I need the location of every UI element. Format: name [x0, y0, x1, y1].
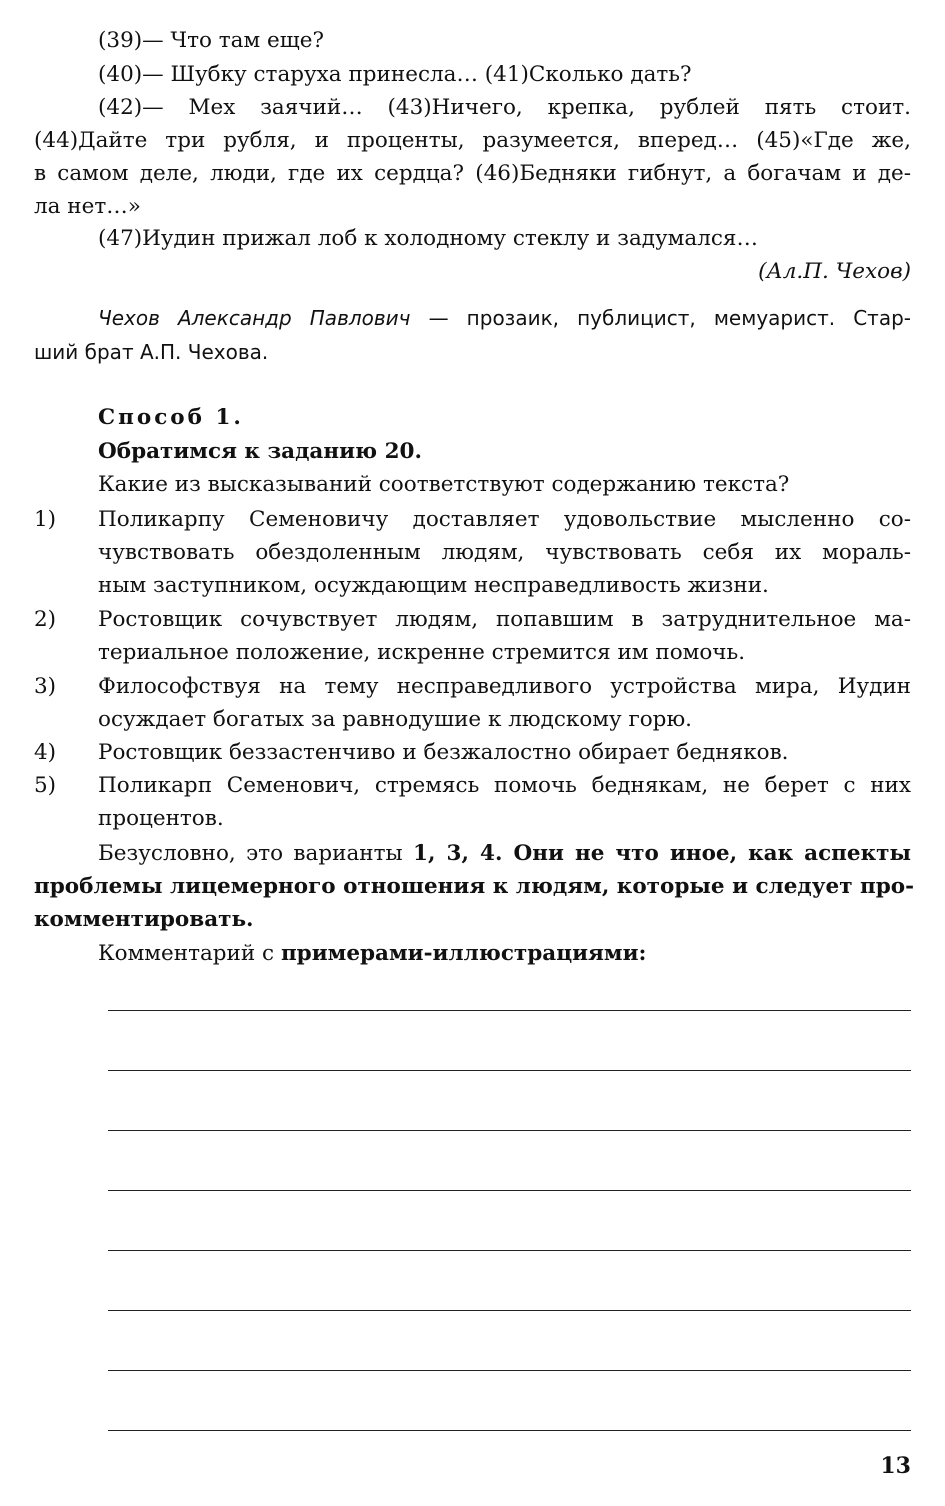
answer-writing-line[interactable] — [108, 1370, 911, 1371]
option-3-line: Философствуя на тему несправедливого устройства мира, Иудин — [98, 674, 911, 699]
answer-writing-line[interactable] — [108, 1010, 911, 1011]
dialogue-line-40: (40)— Шубку старуха принесла… (41)Сколько дать? — [98, 62, 692, 87]
answer-prefix: Безусловно, это варианты — [98, 841, 414, 866]
author-bio-line2: ший брат А.П. Чехова. — [34, 340, 269, 364]
answer-writing-line[interactable] — [108, 1430, 911, 1431]
comment-prompt-bold: примерами-иллюстрациями: — [280, 941, 647, 966]
answer-line-1 — [98, 837, 911, 870]
answer-writing-line[interactable] — [108, 1070, 911, 1071]
answer-numbers: 1, 3, 4. — [413, 841, 503, 866]
answer-writing-line[interactable] — [108, 1310, 911, 1311]
option-1-line: чувствовать обездоленным людям, чувствовать себя их мораль- — [98, 540, 911, 565]
author-name: Чехов Александр Павлович — [98, 306, 411, 330]
option-5-line: процентов. — [98, 806, 224, 831]
answer-writing-line[interactable] — [108, 1250, 911, 1251]
dialogue-line-end: ла нет…» — [34, 194, 141, 219]
answer-bold-text: Они не что иное, как аспекты — [502, 841, 911, 866]
dialogue-line-46: в самом деле, люди, где их сердца? (46)Бедняки гибнут, а богачам и де- — [34, 161, 911, 186]
dialogue-line-44: (44)Дайте три рубля, и проценты, разумеется, вперед… (45)«Где же, — [34, 128, 911, 153]
author-bio-text: — прозаик, публицист, мемуарист. Стар- — [410, 306, 911, 330]
option-2-line: Ростовщик сочувствует людям, попавшим в затруднительное ма- — [98, 607, 911, 632]
option-4-line: Ростовщик беззастенчиво и безжалостно обирает бедняков. — [98, 740, 789, 765]
answer-writing-line[interactable] — [108, 1130, 911, 1131]
comment-prompt-plain: Комментарий с — [98, 941, 281, 966]
task-heading: Обратимся к заданию 20. — [98, 439, 422, 464]
option-5-line: Поликарп Семенович, стремясь помочь беднякам, не берет с них — [98, 773, 911, 798]
author-signature: (Ал.П. Чехов) — [758, 259, 911, 284]
option-1-line: ным заступником, осуждающим несправедливость жизни. — [98, 573, 769, 598]
answer-writing-line[interactable] — [108, 1190, 911, 1191]
dialogue-line-39: (39)— Что там еще? — [98, 28, 324, 53]
option-2-line: териальное положение, искренне стремится им помочь. — [98, 640, 746, 665]
answer-line-3: комментировать. — [34, 907, 254, 932]
author-bio — [98, 302, 911, 335]
option-1-line: Поликарпу Семеновичу доставляет удовольствие мысленно со- — [98, 507, 911, 532]
page-number: 13 — [880, 1453, 911, 1479]
option-number: 2) — [34, 607, 57, 632]
option-number: 4) — [34, 740, 57, 765]
option-number: 3) — [34, 674, 57, 699]
method-title: Способ 1. — [98, 405, 244, 430]
answer-line-2: проблемы лицемерного отношения к людям, которые и следует про- — [34, 874, 915, 899]
option-number: 1) — [34, 507, 57, 532]
task-question: Какие из высказываний соответствуют содержанию текста? — [98, 472, 790, 497]
dialogue-line-42: (42)— Мех заячий… (43)Ничего, крепка, рублей пять стоит. — [98, 95, 911, 120]
dialogue-line-47: (47)Иудин прижал лоб к холодному стеклу и задумался… — [98, 226, 758, 251]
option-3-line: осуждает богатых за равнодушие к людскому горю. — [98, 707, 693, 732]
option-number: 5) — [34, 773, 57, 798]
comment-prompt — [98, 937, 911, 970]
